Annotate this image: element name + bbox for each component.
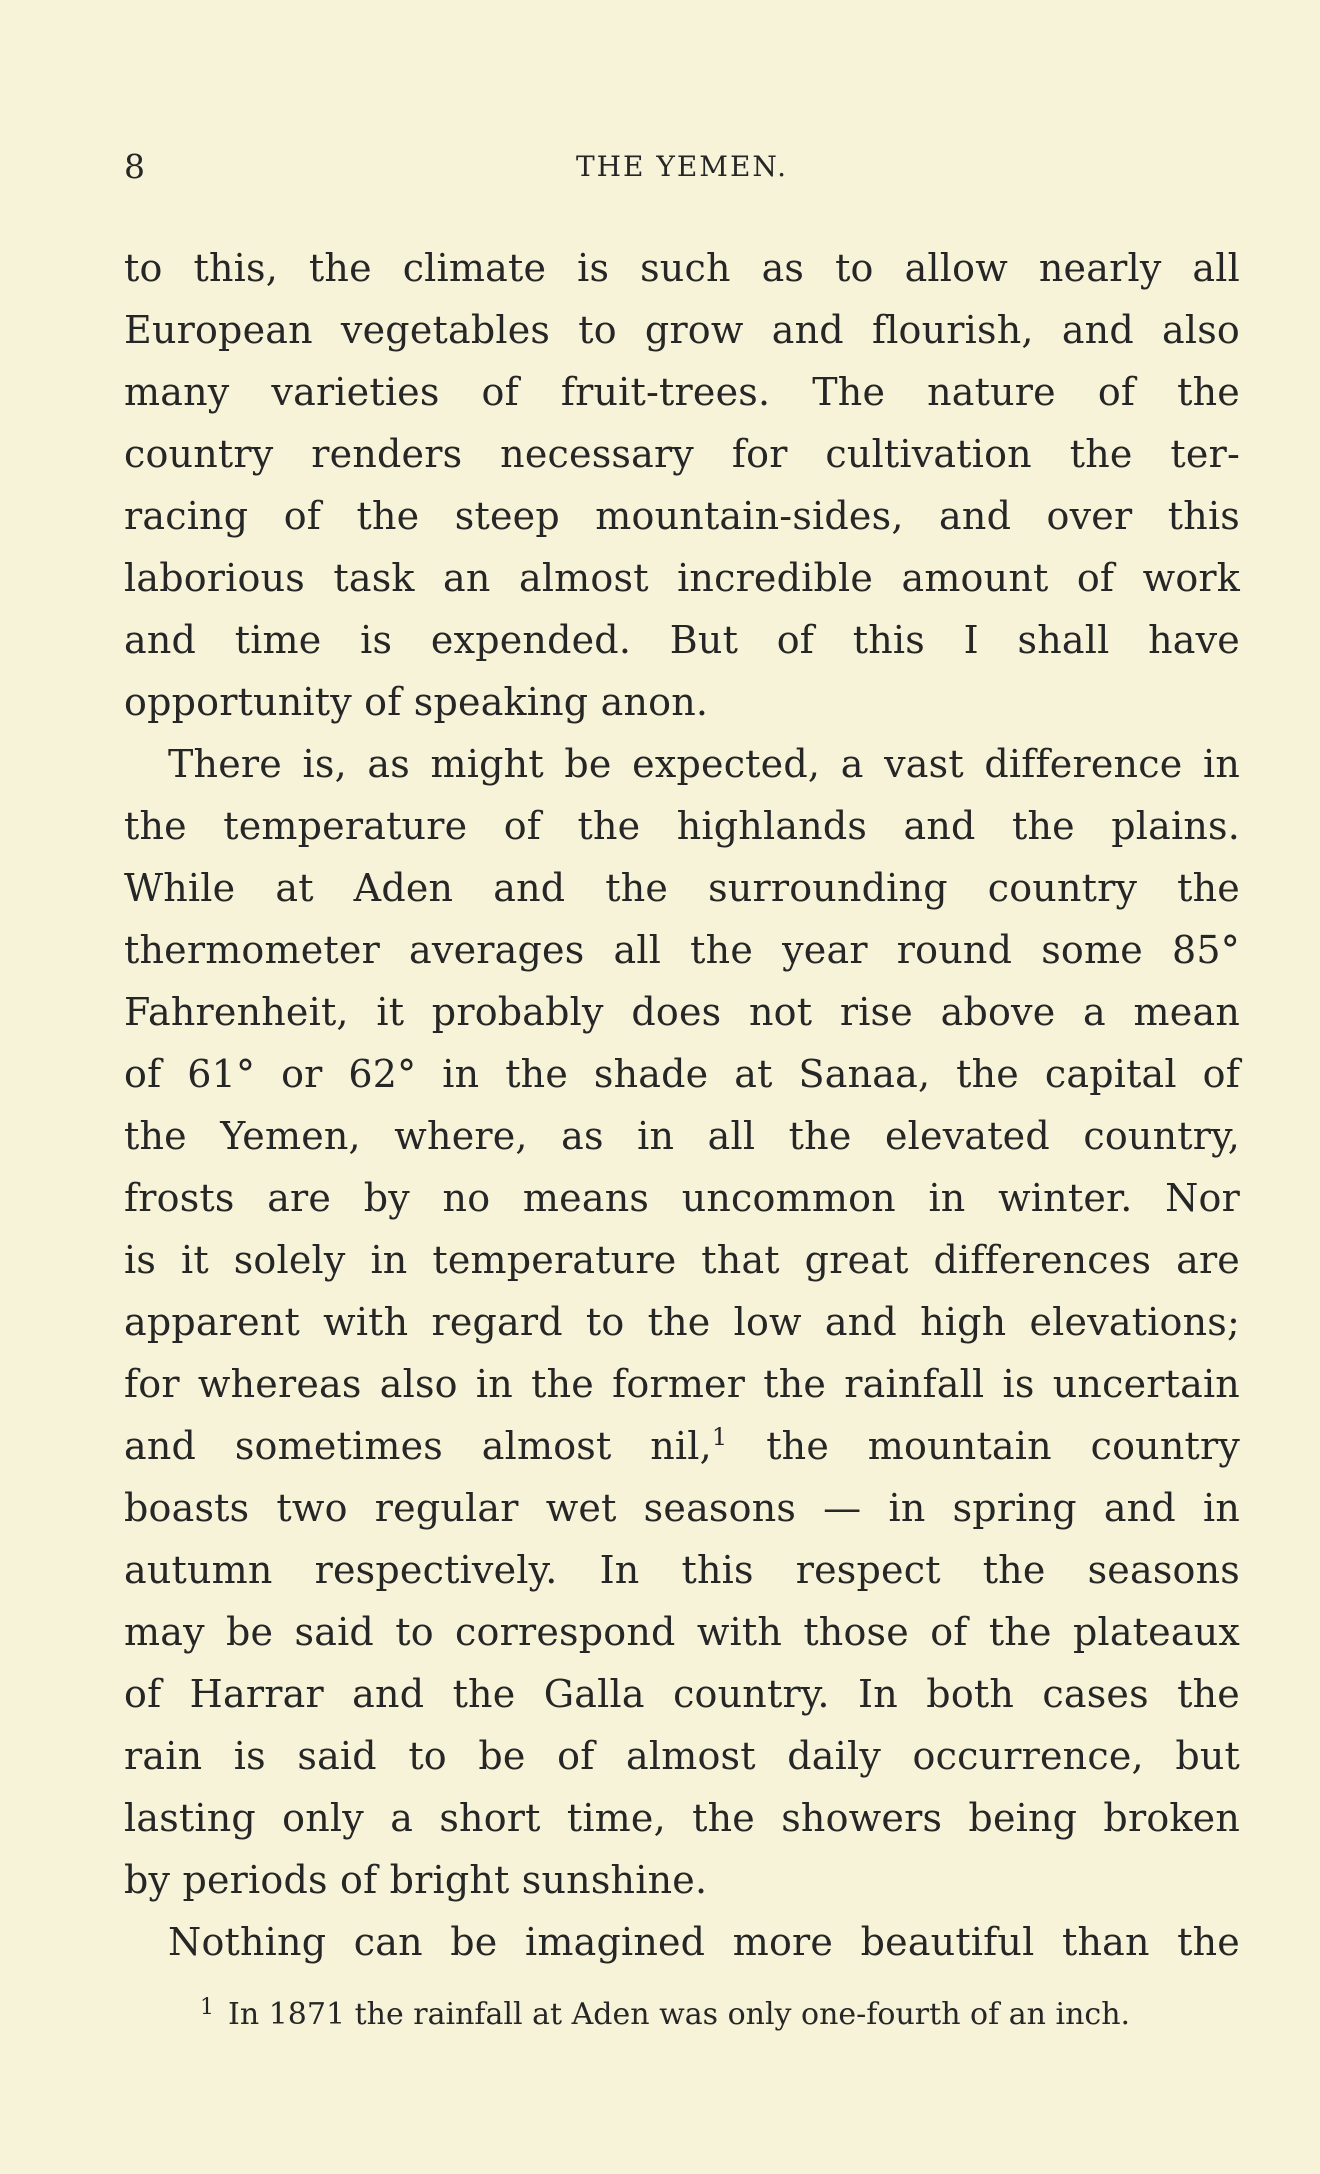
text-line: apparent with regard to the low and high elevations;: [124, 1300, 1240, 1344]
text-line: for whereas also in the former the rainfall is uncertain: [124, 1362, 1240, 1406]
text-line: of 61° or 62° in the shade at Sanaa, the capital of: [124, 1052, 1240, 1096]
text-line: While at Aden and the surrounding country the: [124, 866, 1240, 910]
text-line: country renders necessary for cultivation the ter-: [124, 432, 1240, 476]
text-line: the temperature of the highlands and the plains.: [124, 804, 1240, 848]
text-line: European vegetables to grow and flourish, and also: [124, 308, 1240, 352]
footnote-reference: 1: [711, 1423, 728, 1451]
text-line: racing of the steep mountain-sides, and over this: [124, 494, 1240, 538]
footnote-mark: 1: [200, 1995, 214, 2020]
text-line: may be said to correspond with those of the plateaux: [124, 1610, 1240, 1654]
text-line: Nothing can be imagined more beautiful than the: [168, 1920, 1240, 1964]
text-line: to this, the climate is such as to allow nearly all: [124, 246, 1240, 290]
text-line: frosts are by no means uncommon in winter. Nor: [124, 1176, 1240, 1220]
footnote-text: In 1871 the rainfall at Aden was only one-fourth of an inch.: [228, 1997, 1131, 2032]
text-line: laborious task an almost incredible amount of work: [124, 556, 1240, 600]
text-line: boasts two regular wet seasons — in spring and in: [124, 1486, 1240, 1530]
text-line: many varieties of fruit-trees. The nature of the: [124, 370, 1240, 414]
body-text: [124, 237, 1240, 1973]
text-line: the Yemen, where, as in all the elevated country,: [124, 1114, 1240, 1158]
text-line: lasting only a short time, the showers being broken: [124, 1796, 1240, 1840]
text-line: is it solely in temperature that great differences are: [124, 1238, 1240, 1282]
text-line: Fahrenheit, it probably does not rise above a mean: [124, 990, 1240, 1034]
text-line-with-footnote-ref: [124, 1415, 1240, 1477]
footnote: [200, 1986, 1200, 2037]
text-line: by periods of bright sunshine.: [124, 1858, 708, 1902]
page-header: [124, 144, 1240, 190]
running-head: THE YEMEN.: [575, 150, 789, 183]
text-segment: and sometimes almost nil,: [124, 1424, 712, 1468]
text-line: and time is expended. But of this I shall have: [124, 618, 1240, 662]
text-line: opportunity of speaking anon.: [124, 680, 709, 724]
text-segment: the mountain country: [766, 1424, 1241, 1468]
text-line: autumn respectively. In this respect the seasons: [124, 1548, 1240, 1592]
text-line: There is, as might be expected, a vast difference in: [168, 742, 1240, 786]
text-line: of Harrar and the Galla country. In both cases the: [124, 1672, 1240, 1716]
text-line: thermometer averages all the year round some 85°: [124, 928, 1240, 972]
text-line: rain is said to be of almost daily occurrence, but: [124, 1734, 1240, 1778]
page-number: 8: [124, 147, 145, 186]
